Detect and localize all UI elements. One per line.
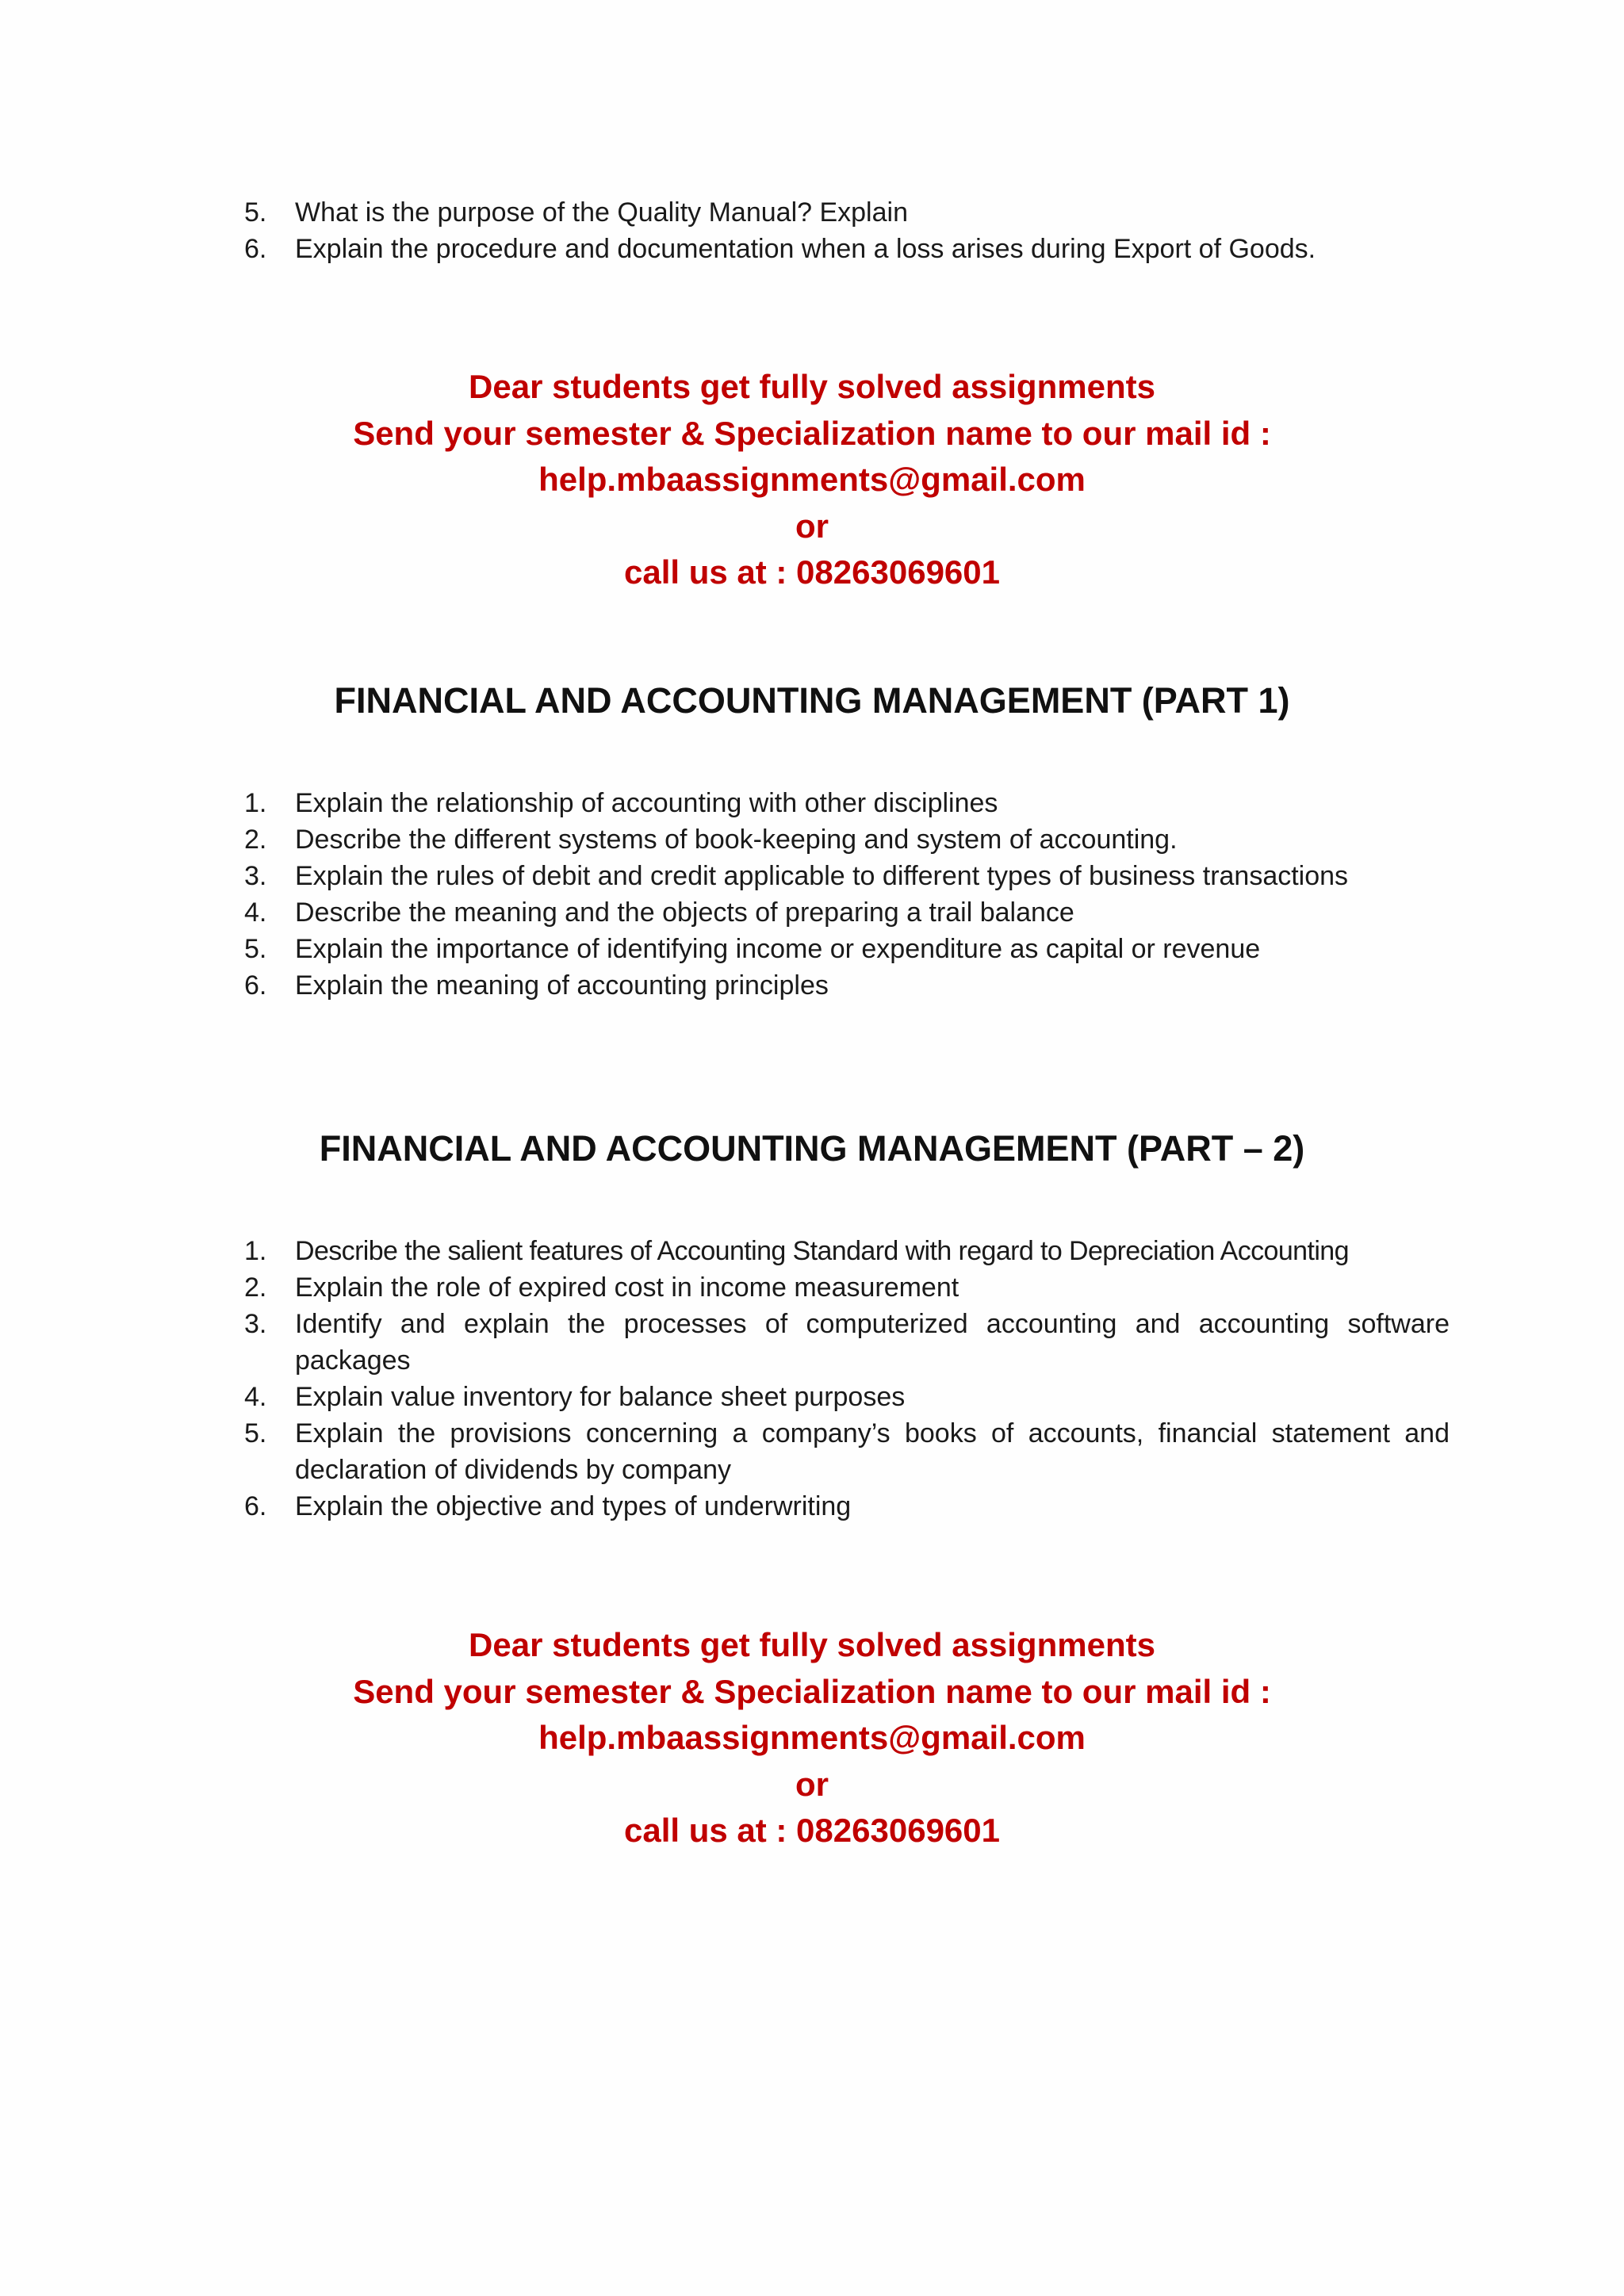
continued-question-list: [0, 194, 1624, 267]
item-text: Describe the salient features of Accounting Standard with regard to Depreciation Accounting: [295, 1236, 1349, 1266]
item-number: 6.: [244, 234, 267, 264]
promo-headline: Dear students get fully solved assignments: [469, 368, 1155, 405]
list-item: [0, 931, 1624, 967]
item-number: 1.: [244, 1236, 267, 1266]
list-item: [0, 1488, 1624, 1525]
item-number: 3.: [244, 861, 267, 891]
item-number: 1.: [244, 788, 267, 818]
list-item: [0, 194, 1624, 231]
list-item: [0, 1269, 1624, 1306]
list-item: [0, 967, 1624, 1004]
list-item: [0, 1306, 1624, 1379]
item-text: Explain the rules of debit and credit applicable to different types of business transactions: [295, 861, 1349, 891]
promo-instruction: Send your semester & Specialization name to our mail id :: [353, 1672, 1271, 1710]
item-number: 5.: [244, 934, 267, 964]
item-text: Explain the meaning of accounting principles: [295, 970, 829, 1001]
section-title-part-2: FINANCIAL AND ACCOUNTING MANAGEMENT (PART – 2): [319, 1128, 1305, 1169]
item-text: Explain the provisions concerning a company’s books of accounts, financial statement and declaration of dividends by company: [295, 1418, 1450, 1485]
list-item: [0, 894, 1624, 931]
item-number: 3.: [244, 1309, 267, 1339]
item-text: Explain the importance of identifying income or expenditure as capital or revenue: [295, 934, 1261, 964]
item-number: 6.: [244, 1491, 267, 1521]
item-text: What is the purpose of the Quality Manual? Explain: [295, 197, 908, 228]
item-text: Explain value inventory for balance sheet purposes: [295, 1382, 906, 1412]
section-title-part-1: FINANCIAL AND ACCOUNTING MANAGEMENT (PART 1): [334, 680, 1290, 721]
part-1-question-list: [0, 785, 1624, 1004]
promo-or: or: [795, 507, 829, 545]
list-item: [0, 1415, 1624, 1488]
item-text: Explain the procedure and documentation when a loss arises during Export of Goods.: [295, 234, 1316, 264]
item-text: Identify and explain the processes of computerized accounting and accounting software packages: [295, 1309, 1450, 1376]
promo-phone[interactable]: call us at : 08263069601: [623, 1812, 1001, 1849]
promo-email[interactable]: help.mbaassignments@gmail.com: [538, 1719, 1086, 1756]
item-text: Describe the different systems of book-keeping and system of accounting.: [295, 825, 1178, 855]
promo-or: or: [795, 1765, 829, 1803]
promo-phone[interactable]: call us at : 08263069601: [623, 553, 1001, 591]
part-2-question-list: [0, 1233, 1624, 1525]
promo-block: [0, 364, 1624, 596]
promo-email[interactable]: help.mbaassignments@gmail.com: [538, 461, 1086, 498]
item-number: 5.: [244, 1418, 267, 1448]
list-item: [0, 231, 1624, 267]
list-item: [0, 858, 1624, 894]
list-item: [0, 1379, 1624, 1415]
list-item: [0, 821, 1624, 858]
item-text: Explain the role of expired cost in income measurement: [295, 1272, 959, 1303]
promo-block: [0, 1622, 1624, 1854]
item-text: Explain the objective and types of underwriting: [295, 1491, 852, 1521]
item-number: 2.: [244, 825, 267, 855]
list-item: [0, 785, 1624, 821]
item-number: 2.: [244, 1272, 267, 1303]
promo-headline: Dear students get fully solved assignments: [469, 1626, 1155, 1663]
item-number: 6.: [244, 970, 267, 1001]
item-text: Describe the meaning and the objects of preparing a trail balance: [295, 897, 1074, 928]
list-item: [0, 1233, 1624, 1269]
promo-instruction: Send your semester & Specialization name to our mail id :: [353, 414, 1271, 452]
item-number: 4.: [244, 1382, 267, 1412]
item-number: 4.: [244, 897, 267, 928]
item-number: 5.: [244, 197, 267, 228]
item-text: Explain the relationship of accounting with other disciplines: [295, 788, 998, 818]
